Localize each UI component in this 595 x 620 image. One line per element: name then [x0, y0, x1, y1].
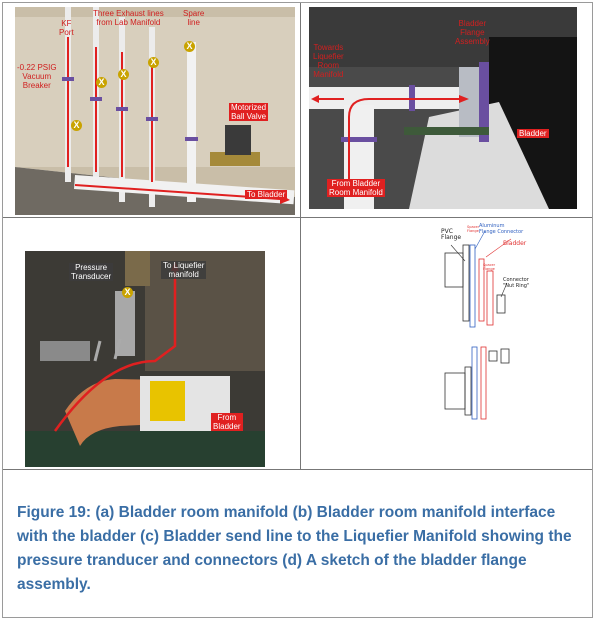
panel-d-sketch [423, 221, 543, 421]
valve-marker: X [148, 57, 159, 68]
grid-divider-horizontal [3, 217, 592, 218]
label-spare-line: Spare line [183, 9, 205, 27]
sketch-label-bladder: Bladder [503, 240, 527, 247]
label-pressure-transducer: Pressure Transducer [71, 263, 112, 281]
figure-frame [2, 2, 593, 618]
label-to-liquefier: To Liquefier manifold [163, 261, 205, 279]
panel-a-photo [15, 7, 295, 215]
valve-marker: X [118, 69, 129, 80]
label-from-bladder: From Bladder [213, 413, 241, 431]
grid-divider-bottom [3, 469, 592, 470]
sketch-label-pvc-flange: PVC Flange [441, 228, 462, 241]
grid-divider-vertical [300, 3, 301, 469]
label-from-manifold: From Bladder Room Manifold [329, 179, 383, 197]
panel-d-illustration [423, 221, 543, 421]
sketch-label-small-2: Spacer Flange [483, 263, 496, 271]
label-to-bladder: To Bladder [247, 190, 286, 199]
valve-marker: X [122, 287, 133, 298]
label-motorized-valve: Motorized Ball Valve [231, 103, 267, 121]
label-flange-assembly: Bladder Flange Assembly [455, 19, 490, 46]
valve-marker: X [71, 120, 82, 131]
label-exhaust-lines: Three Exhaust lines from Lab Manifold [93, 9, 164, 27]
sketch-label-aluminum-flange: Aluminum Flange Connector [479, 223, 524, 235]
sketch-label-connector: Connector "Nut Ring" [503, 277, 530, 289]
panel-b-photo [309, 7, 577, 209]
label-towards-manifold: Towards Liquefier Room Manifold [313, 43, 344, 79]
label-kf-port: KF Port [59, 19, 74, 37]
valve-marker: X [96, 77, 107, 88]
sketch-label-small-1: Spacer Flange [467, 225, 480, 233]
panel-c-photo [25, 251, 265, 467]
label-bladder: Bladder [519, 129, 547, 138]
valve-marker: X [184, 41, 195, 52]
label-vacuum-breaker: -0.22 PSIG Vacuum Breaker [17, 63, 57, 90]
figure-caption: Figure 19: (a) Bladder room manifold (b) Bladder room manifold interface with the bladder (c) Bladder send line to the Liquefier Manifold showing the pressure tranducer and connectors (d) A sketch of the bladder flange assembly. [17, 504, 572, 593]
panel-c-illustration [25, 251, 265, 467]
